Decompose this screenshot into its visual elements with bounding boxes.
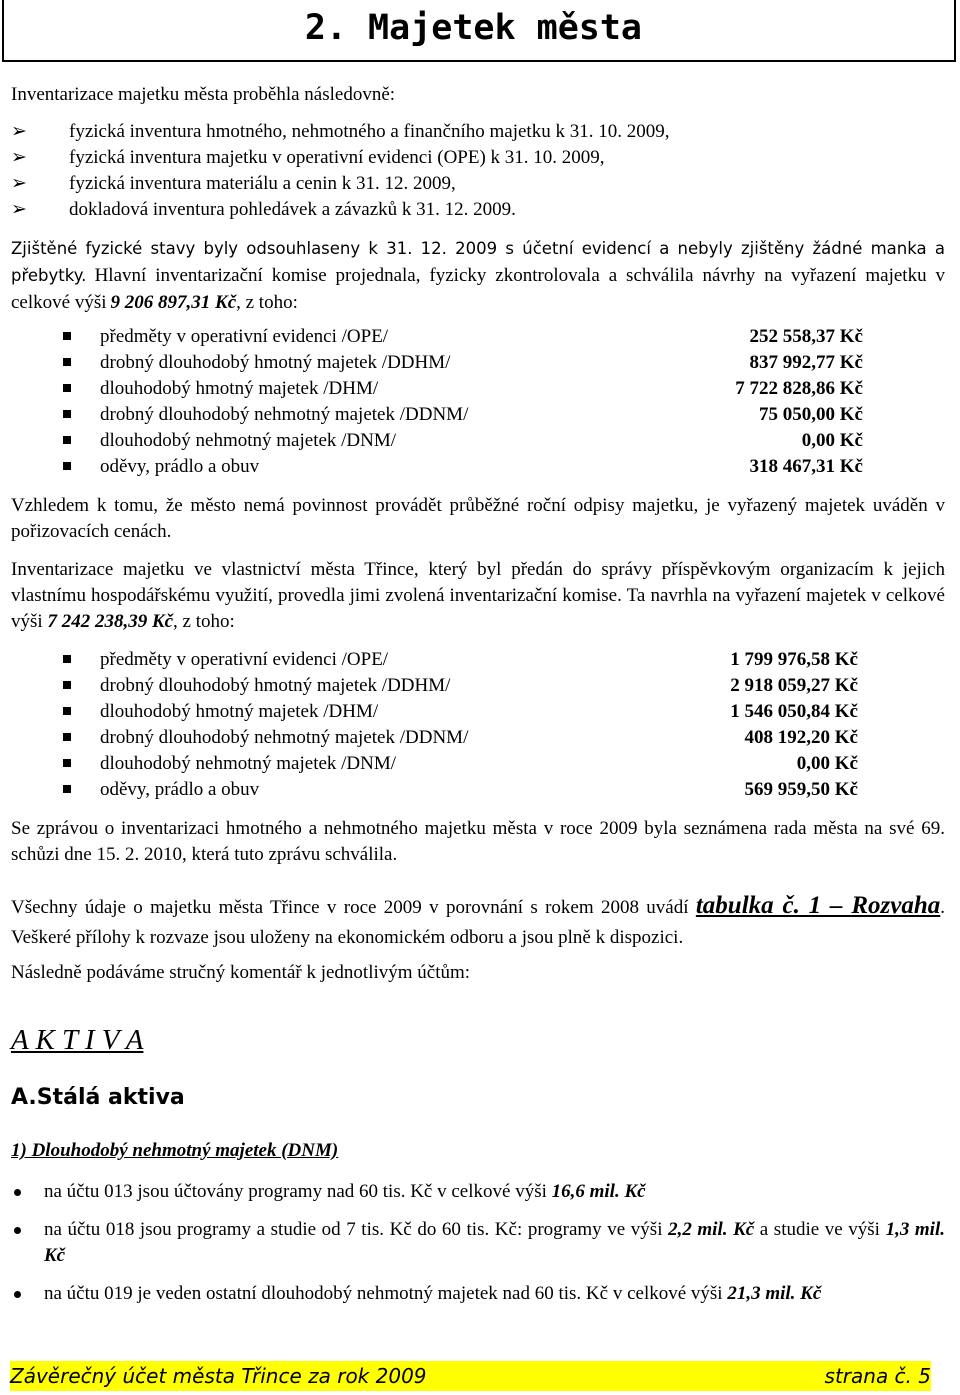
table-row: dlouhodobý nehmotný majetek /DNM/ 0,00 Kč (63, 428, 863, 454)
list-item: ➢ dokladová inventura pohledávek a závazků k 31. 12. 2009. (11, 197, 931, 223)
arrow-bullet-icon: ➢ (11, 147, 27, 168)
list-item: ➢ fyzická inventura hmotného, nehmotného a finančního majetku k 31. 10. 2009, (11, 119, 931, 145)
square-bullet-icon (63, 384, 71, 392)
table-row: oděvy, prádlo a obuv 569 959,50 Kč (63, 777, 858, 803)
table-row: drobný dlouhodobý nehmotný majetek /DDNM/ 75 050,00 Kč (63, 402, 863, 428)
square-bullet-icon (63, 410, 71, 418)
section-heading: A.Stálá aktiva (11, 1085, 185, 1110)
list-item: na účtu 013 jsou účtovány programy nad 60 tis. Kč v celkové výši 16,6 mil. Kč (11, 1179, 945, 1205)
aktiva-heading: A K T I V A (11, 1024, 144, 1056)
paragraph-organizations: Inventarizace majetku ve vlastnictví města Třince, který byl předán do správy příspěvkovým organizacím k jejich vlastnímu hospodářskému využití, provedla jimi zvolená inventarizační komise. Ta navrhla na vyřazení majetek v celkové výši 7 242 238,39 Kč, z toho: (11, 559, 945, 632)
list-item: ➢ fyzická inventura materiálu a cenin k 31. 12. 2009, (11, 171, 931, 197)
table-row: dlouhodobý nehmotný majetek /DNM/ 0,00 Kč (63, 751, 858, 777)
paragraph-stocktaking-result: Zjištěné fyzické stavy byly odsouhlaseny k 31. 12. 2009 s účetní evidencí a nebyly zjištěny žádné manka a přebytky. Hlavní inventarizační komise projednala, fyzicky zkontrolovala a schválila návrhy na vyřazení majetku v celkové výši 9 206 897,31 Kč, z toho: (11, 239, 946, 313)
table-row: drobný dlouhodobý hmotný majetek /DDHM/ 837 992,77 Kč (63, 350, 863, 376)
list-item: na účtu 018 jsou programy a studie od 7 tis. Kč do 60 tis. Kč: programy ve výši 2,2 mil. Kč a studie ve výši 1,3 mil. Kč (11, 1217, 945, 1269)
page-footer (10, 1361, 931, 1391)
intro-text: Inventarizace majetku města proběhla následovně: (11, 84, 396, 105)
arrow-bullet-icon: ➢ (11, 199, 27, 220)
table-row: dlouhodobý hmotný majetek /DHM/ 7 722 828,86 Kč (63, 376, 863, 402)
footer-page-number: strana č. 5 (824, 1364, 931, 1388)
square-bullet-icon (63, 358, 71, 366)
square-bullet-icon (63, 759, 71, 767)
bullet-icon (14, 1291, 21, 1298)
paragraph-commentary: Následně podáváme stručný komentář k jednotlivým účtům: (11, 962, 471, 983)
arrow-bullet-icon: ➢ (11, 173, 27, 194)
square-bullet-icon (63, 681, 71, 689)
square-bullet-icon (63, 785, 71, 793)
paragraph-council: Se zprávou o inventarizaci hmotného a nehmotného majetku města v roce 2009 byla seznámena rada města na své 69. schůzi dne 15. 2. 2010, která tuto zprávu schválila. (11, 818, 945, 865)
dnm-list (11, 1179, 945, 1307)
disposal-table-organizations (63, 647, 858, 803)
square-bullet-icon (63, 462, 71, 470)
page-title: 2. Majetek města (304, 8, 642, 48)
square-bullet-icon (63, 733, 71, 741)
table-row: předměty v operativní evidenci /OPE/ 252 558,37 Kč (63, 324, 863, 350)
table-row: dlouhodobý hmotný majetek /DHM/ 1 546 050,84 Kč (63, 699, 858, 725)
list-item: na účtu 019 je veden ostatní dlouhodobý nehmotný majetek nad 60 tis. Kč v celkové výši 21,3 mil. Kč (11, 1281, 945, 1307)
table-reference-link[interactable]: tabulka č. 1 – Rozvaha (695, 892, 941, 919)
arrow-bullet-icon: ➢ (11, 121, 27, 142)
subsection-heading: 1) Dlouhodobý nehmotný majetek (DNM) (11, 1140, 339, 1161)
paragraph-depreciation: Vzhledem k tomu, že město nemá povinnost provádět průběžné roční odpisy majetku, je vyřazený majetek uváděn v pořizovacích cenách. (11, 495, 945, 542)
list-item: ➢ fyzická inventura majetku v operativní evidenci (OPE) k 31. 10. 2009, (11, 145, 931, 171)
square-bullet-icon (63, 332, 71, 340)
inventory-list (11, 119, 931, 223)
table-row: drobný dlouhodobý hmotný majetek /DDHM/ 2 918 059,27 Kč (63, 673, 858, 699)
disposal-table-city (63, 324, 863, 480)
table-row: oděvy, prádlo a obuv 318 467,31 Kč (63, 454, 863, 480)
square-bullet-icon (63, 655, 71, 663)
paragraph-balance-sheet: Všechny údaje o majetku města Třince v roce 2009 v porovnání s rokem 2008 uvádí tabulka č. 1 – Rozvaha. Veškeré přílohy k rozvaze jsou uloženy na ekonomickém odboru a jsou plně k dispozici. (11, 892, 945, 948)
bullet-icon (14, 1227, 21, 1234)
table-row: drobný dlouhodobý nehmotný majetek /DDNM/ 408 192,20 Kč (63, 725, 858, 751)
square-bullet-icon (63, 436, 71, 444)
square-bullet-icon (63, 707, 71, 715)
table-row: předměty v operativní evidenci /OPE/ 1 799 976,58 Kč (63, 647, 858, 673)
bullet-icon (14, 1189, 21, 1196)
footer-document-title: Závěrečný účet města Třince za rok 2009 (10, 1364, 427, 1388)
